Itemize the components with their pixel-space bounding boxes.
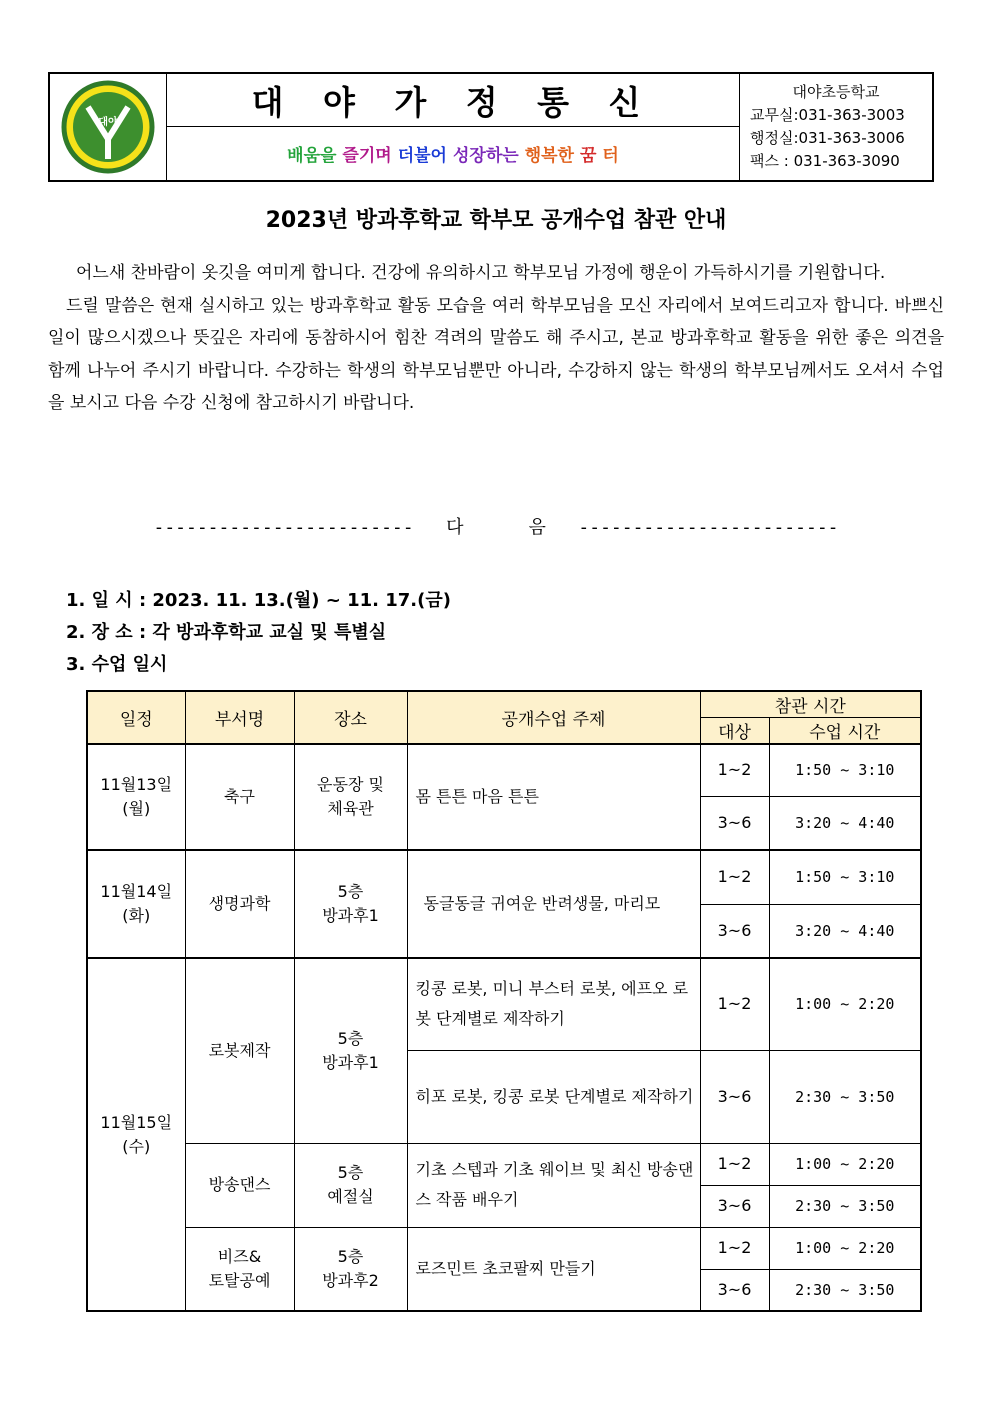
topic-cell: 로즈민트 초코팔찌 만들기	[407, 1227, 700, 1311]
topic-cell: 동글동글 귀여운 반려생물, 마리모	[407, 850, 700, 958]
newsletter-header	[48, 72, 934, 182]
table-row	[87, 744, 921, 796]
header-time: 수업 시간	[769, 718, 921, 745]
slogan-word: 즐기며	[342, 146, 392, 166]
header-dept: 부서명	[185, 691, 294, 744]
topic-cell: 킹콩 로봇, 미니 부스터 로봇, 에프오 로봇 단계별로 제작하기	[407, 958, 700, 1050]
header-topic: 공개수업 주제	[407, 691, 700, 744]
slogan-word: 터	[602, 146, 619, 166]
info-item: 2. 장 소 : 각 방과후학교 교실 및 특별실	[66, 622, 387, 643]
topic-cell: 히포 로봇, 킹콩 로봇 단계별로 제작하기	[407, 1050, 700, 1143]
target-cell: 3~6	[700, 1269, 769, 1311]
school-slogan	[167, 127, 739, 180]
header-date: 일정	[87, 691, 185, 744]
slogan-word: 더불어	[397, 146, 447, 166]
target-cell: 3~6	[700, 796, 769, 850]
time-cell: 1:00 ~ 2:20	[769, 1143, 921, 1185]
body-text	[48, 257, 944, 420]
slogan-word: 꿈	[579, 146, 597, 166]
dept-cell: 방송댄스	[185, 1143, 294, 1227]
time-cell: 1:00 ~ 2:20	[769, 958, 921, 1050]
school-contact	[740, 74, 932, 180]
time-cell: 2:30 ~ 3:50	[769, 1050, 921, 1143]
place-cell: 5층 방과후1	[294, 850, 407, 958]
target-cell: 3~6	[700, 1185, 769, 1227]
dept-cell: 로봇제작	[185, 958, 294, 1143]
time-cell: 1:50 ~ 3:10	[769, 744, 921, 796]
topic-cell: 기초 스텝과 기초 웨이브 및 최신 방송댄스 작품 배우기	[407, 1143, 700, 1227]
target-cell: 3~6	[700, 904, 769, 958]
info-item: 1. 일 시 : 2023. 11. 13.(월) ~ 11. 17.(금)	[66, 590, 451, 611]
schedule-table	[86, 690, 922, 1312]
header-place: 장소	[294, 691, 407, 744]
target-cell: 1~2	[700, 958, 769, 1050]
table-row	[87, 1143, 921, 1185]
target-cell: 1~2	[700, 744, 769, 796]
contact-line: 팩스 : 031-363-3090	[750, 152, 900, 170]
dept-cell: 생명과학	[185, 850, 294, 958]
contact-line: 행정실:031-363-3006	[750, 129, 905, 147]
slogan-word: 성장하는	[452, 146, 519, 166]
info-item: 3. 수업 일시	[66, 654, 168, 675]
time-cell: 3:20 ~ 4:40	[769, 796, 921, 850]
slogan-word: 배움을	[287, 146, 337, 166]
place-cell: 5층 방과후2	[294, 1227, 407, 1311]
time-cell: 2:30 ~ 3:50	[769, 1185, 921, 1227]
header-target: 대상	[700, 718, 769, 745]
table-row	[87, 850, 921, 904]
table-row	[87, 958, 921, 1050]
dept-cell: 비즈& 토탈공예	[185, 1227, 294, 1311]
school-name: 대야초등학교	[792, 83, 880, 101]
school-logo	[58, 77, 158, 177]
info-list	[66, 585, 451, 681]
target-cell: 1~2	[700, 850, 769, 904]
svg-text:대야: 대야	[98, 117, 118, 128]
time-cell: 2:30 ~ 3:50	[769, 1269, 921, 1311]
place-cell: 5층 방과후1	[294, 958, 407, 1143]
contact-line: 교무실:031-363-3003	[750, 106, 905, 124]
target-cell: 1~2	[700, 1227, 769, 1269]
place-cell: 5층 예절실	[294, 1143, 407, 1227]
date-cell: 11월15일 (수)	[87, 958, 185, 1311]
topic-cell: 몸 튼튼 마음 튼튼	[407, 744, 700, 850]
place-cell: 운동장 및 체육관	[294, 744, 407, 850]
time-cell: 1:00 ~ 2:20	[769, 1227, 921, 1269]
newsletter-title: 대 야 가 정 통 신	[167, 74, 739, 127]
section-divider: ------------------------ 다 음 ------------------------	[153, 517, 839, 538]
document-title: 2023년 방과후학교 학부모 공개수업 참관 안내	[265, 208, 727, 233]
paragraph: 어느새 찬바람이 옷깃을 여미게 합니다. 건강에 유의하시고 학부모님 가정에 행운이 가득하시기를 기원합니다.	[76, 263, 886, 283]
date-cell: 11월13일 (월)	[87, 744, 185, 850]
dept-cell: 축구	[185, 744, 294, 850]
title-cell	[167, 74, 740, 180]
slogan-word: 행복한	[524, 146, 574, 166]
logo-cell	[50, 74, 167, 180]
paragraph: 드릴 말씀은 현재 실시하고 있는 방과후학교 활동 모습을 여러 학부모님을 모신 자리에서 보여드리고자 합니다. 바쁘신 일이 많으시겠으나 뜻깊은 자리에 동참하시어 힘찬 격려의 말씀도 해 주시고, 본교 방과후학교 활동을 위한 좋은 의견을 함께 나누어 주시기 바랍니다. 수강하는 학생의 학부모님뿐만 아니라, 수강하지 않는 학생의 학부모님께서도 오셔서 수업을 보시고 다음 수강 신청에 참고하시기 바랍니다.	[48, 295, 944, 413]
table-row	[87, 1227, 921, 1269]
target-cell: 3~6	[700, 1050, 769, 1143]
target-cell: 1~2	[700, 1143, 769, 1185]
time-cell: 3:20 ~ 4:40	[769, 904, 921, 958]
time-cell: 1:50 ~ 3:10	[769, 850, 921, 904]
header-observe: 참관 시간	[700, 691, 921, 718]
date-cell: 11월14일 (화)	[87, 850, 185, 958]
